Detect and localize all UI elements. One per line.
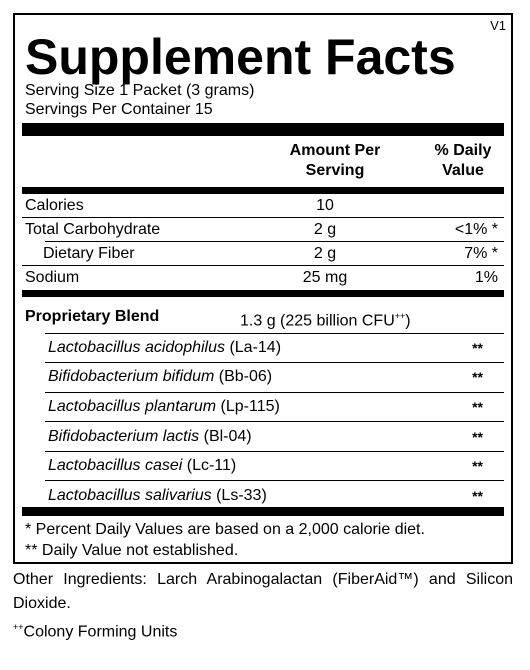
strain-dv: ** [472,458,483,474]
row-divider [22,217,504,218]
thick-divider-bottom [22,507,504,516]
strain-dv: ** [472,369,483,385]
footnote-not-established: ** Daily Value not established. [25,542,239,559]
row-divider [45,333,504,334]
supplement-facts-panel [13,13,513,564]
strain-name: Lactobacillus salivarius (Ls-33) [48,487,267,504]
row-divider [45,392,504,393]
thick-divider-header [22,187,504,194]
row-divider [45,480,504,481]
nutrient-amount: 2 g [313,245,337,262]
serving-info [25,81,254,119]
thick-divider-top [22,123,504,136]
cfu-note: ++Colony Forming Units [13,622,178,641]
strain-dv: ** [472,488,483,504]
blend-amount: 1.3 g (225 billion CFU++) [240,311,411,330]
thick-divider-blend [22,290,504,297]
nutrient-amount: 25 mg [302,269,348,286]
row-divider [45,451,504,452]
nutrient-amount: 10 [316,197,334,214]
strain-name: Lactobacillus plantarum (Lp-115) [48,398,280,415]
nutrient-dv: 7% * [464,245,498,262]
row-divider [45,421,504,422]
amount-header: Amount Per Serving [289,142,381,179]
version-code: V1 [490,18,506,33]
nutrient-dv: <1% * [454,221,498,238]
serving-size: Serving Size 1 Packet (3 grams) [25,82,255,99]
panel-title: Supplement Facts [25,29,456,85]
servings-per-container: Servings Per Container 15 [25,101,213,118]
dv-header: % Daily Value [434,142,492,179]
strain-name: Lactobacillus casei (Lc-11) [48,457,237,474]
blend-name: Proprietary Blend [25,308,160,325]
strain-dv: ** [472,399,483,415]
strain-name: Bifidobacterium bifidum (Bb-06) [48,368,273,385]
nutrient-name: Total Carbohydrate [25,221,161,238]
footnote-daily-value: * Percent Daily Values are based on a 2,000 calorie diet. [25,521,425,538]
strain-name: Lactobacillus acidophilus (La-14) [48,339,282,356]
other-ingredients: Other Ingredients: Larch Arabinogalactan (FiberAid™) and Silicon Dioxide. [13,571,513,612]
nutrient-name: Calories [25,197,84,214]
nutrient-name: Dietary Fiber [43,245,135,262]
nutrient-dv: 1% [474,269,498,286]
nutrient-name: Sodium [25,269,80,286]
strain-name: Bifidobacterium lactis (Bl-04) [48,428,252,445]
nutrient-amount: 2 g [313,221,337,238]
row-divider [22,265,504,266]
row-divider [45,241,504,242]
strain-dv: ** [472,429,483,445]
row-divider [45,362,504,363]
strain-dv: ** [472,340,483,356]
